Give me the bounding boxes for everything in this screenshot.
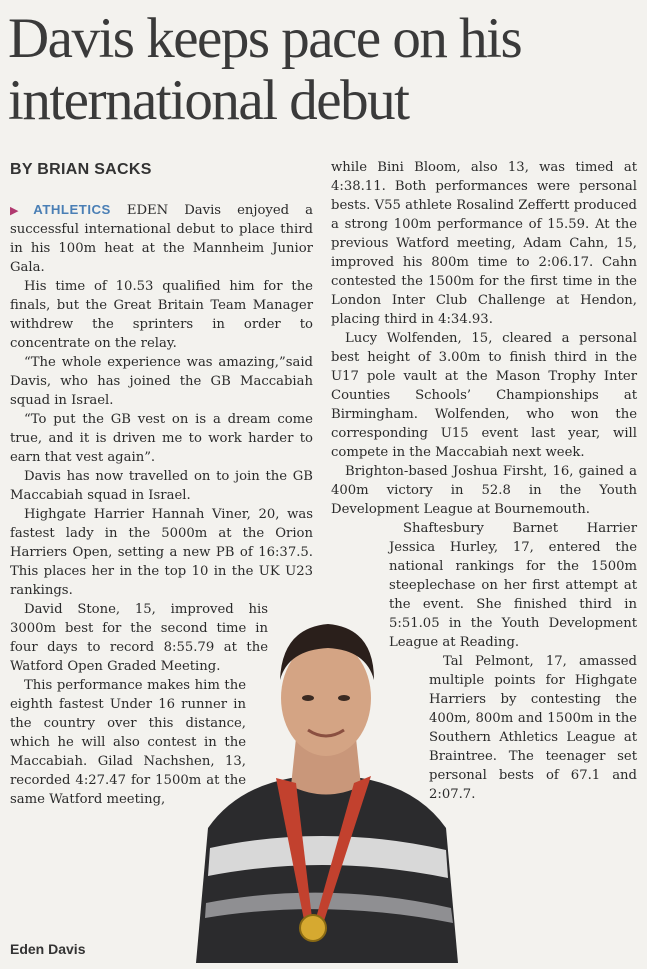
paragraph: Brighton-based Joshua Firsht, 16, gained a 400m victory in 52.8 in the Youth Development League at Bournemouth.	[331, 464, 637, 517]
paragraph: “To put the GB vest on is a dream come true, and it is driven me to work harder to earn that vest again”.	[10, 412, 313, 465]
headline: Davis keeps pace on his international debut	[8, 7, 522, 132]
paragraph: Shaftesbury Barnet Harrier Jessica Hurley, 17, entered the national rankings for the 1500m steeplechase on her first attempt at the event. She finished third in 5:51.05 in the Youth Development League at Reading.	[389, 521, 637, 650]
paragraph: Highgate Harrier Hannah Viner, 20, was fastest lady in the 5000m at the Orion Harriers Open, setting a new PB of 16:37.5. This places her in the top 10 in the UK U23 rankings.	[10, 507, 313, 598]
paragraph: David Stone, 15, improved his 3000m best for the second time in four days to record 8:55.79 at the Watford Open Graded Meeting.	[10, 602, 268, 674]
paragraph: This performance makes him the eighth fastest Under 16 runner in the country over this distance, which he will also contest in the Maccabiah. Gilad Nachshen, 13, recorded 4:27.47 for 1500m at the same Watford meeting,	[10, 678, 246, 807]
section-kicker: ATHLETICS	[33, 202, 111, 217]
paragraph: Tal Pelmont, 17, amassed multiple points for Highgate Harriers by contesting the 400m, 800m and 1500m in the Southern Athletics League at Braintree. The teenager set personal bests of 67.1 and 2:07.7.	[429, 654, 637, 802]
paragraph	[10, 200, 313, 277]
athlete-photo	[196, 618, 458, 963]
paragraph: while Bini Bloom, also 13, was timed at 4:38.11. Both performances were personal bests. V55 athlete Rosalind Zeffertt produced a strong 100m performance of 15.59. At the previous Watford meeting, Adam Cahn, 15, improved his 800m time to 2:06.17. Cahn contested the 1500m for the first time in the London Inter Club Challenge at Hendon, placing third in 4:34.93.	[331, 160, 637, 327]
paragraph-text: EDEN Davis enjoyed a successful international debut to place third in his 100m heat at the Mannheim Junior Gala.	[10, 203, 313, 275]
paragraph: Lucy Wolfenden, 15, cleared a personal best height of 3.00m to finish third in the U17 pole vault at the Mason Trophy Inter Counties Schools’ Championships at Birmingham. Wolfenden, who won the corresponding U15 event last year, will compete in the Maccabiah next week.	[331, 331, 637, 460]
paragraph: His time of 10.53 qualified him for the finals, but the Great Britain Team Manager withdrew the sprinters in order to concentrate on the relay.	[10, 279, 313, 351]
byline: BY BRIAN SACKS	[10, 161, 152, 178]
photo-caption: Eden Davis	[10, 941, 86, 957]
paragraph: Davis has now travelled on to join the GB Maccabiah squad in Israel.	[10, 469, 313, 503]
paragraph: “The whole experience was amazing,”said Davis, who has joined the GB Maccabiah squad in Israel.	[10, 355, 313, 408]
right-triangle-icon: ▶	[10, 204, 31, 217]
